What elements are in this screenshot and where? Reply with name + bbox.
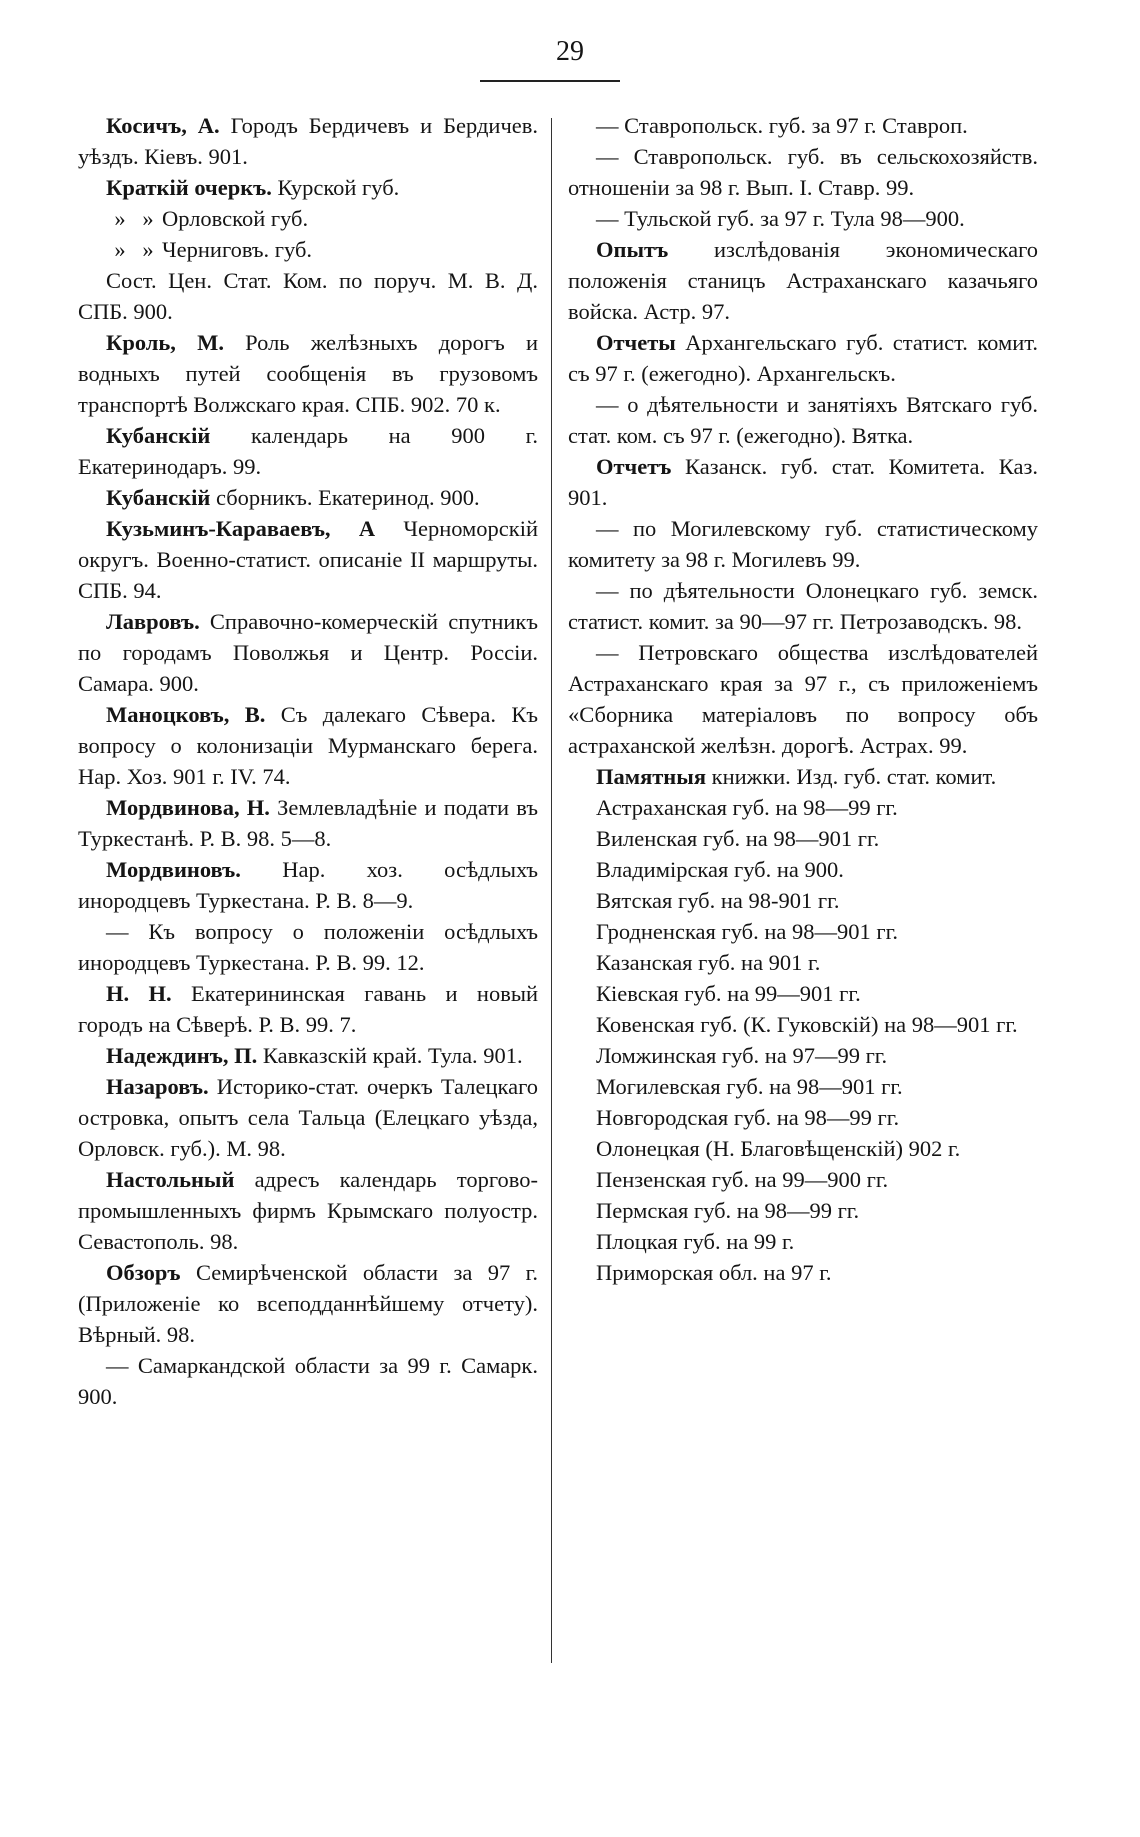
- bibliography-entry: [78, 265, 538, 327]
- bibliography-entry: [568, 1071, 1038, 1102]
- bibliography-entry: [568, 854, 1038, 885]
- column-divider: [551, 118, 552, 1663]
- entry-text: Астраханская губ. на 98—99 гг.: [596, 795, 898, 820]
- entry-text: Пензенская губ. на 99—900 гг.: [596, 1167, 889, 1192]
- entry-text: Съ далекаго Сѣвера. Къ вопросу о колонизаціи Мурманскаго берега. Нар. Хоз. 901 г. IV. 74.: [78, 702, 538, 789]
- entry-text: Курской губ.: [271, 175, 400, 200]
- entry-text: Роль желѣзныхъ дорогъ и водныхъ путей сообщенія въ грузовомъ транспортѣ Волжскаго края. СПБ. 902. 70 к.: [78, 330, 538, 417]
- entry-text: сборникъ. Екатеринод. 900.: [210, 485, 480, 510]
- bibliography-entry: [78, 1071, 538, 1164]
- bibliography-entry: [78, 978, 538, 1040]
- bibliography-entry: [78, 916, 538, 978]
- bibliography-entry: [568, 141, 1038, 203]
- bibliography-entry: [568, 761, 1038, 792]
- left-column: [78, 110, 538, 1412]
- entry-heading: Кроль, М.: [106, 330, 224, 355]
- right-column: [568, 110, 1038, 1288]
- entry-text: Казанская губ. на 901 г.: [596, 950, 821, 975]
- entry-heading: Отчетъ: [596, 454, 672, 479]
- bibliography-entry: [568, 1164, 1038, 1195]
- entry-heading: Надеждинъ, П.: [106, 1043, 258, 1068]
- bibliography-subentry: [78, 203, 538, 234]
- entry-heading: Мордвиновъ.: [106, 857, 241, 882]
- entry-text: Справочно-комерческій спутникъ по городамъ Поволжья и Центр. Россіи. Самара. 900.: [78, 609, 538, 696]
- bibliography-entry: [78, 792, 538, 854]
- bibliography-entry: [78, 1040, 538, 1071]
- page-number-rule: [480, 80, 620, 82]
- bibliography-entry: [568, 327, 1038, 389]
- entry-text: Виленская губ. на 98—901 гг.: [596, 826, 880, 851]
- entry-text: — Петровскаго общества изслѣдователей Астраханскаго края за 97 г., съ приложеніемъ «Сборника матеріаловъ по вопросу объ астраханской желѣзн. дорогѣ. Астрах. 99.: [568, 640, 1038, 758]
- entry-text: Орловской губ.: [162, 206, 309, 231]
- bibliography-entry: [568, 823, 1038, 854]
- bibliography-entry: [568, 1226, 1038, 1257]
- entry-text: — Ставропольск. губ. за 97 г. Ставроп.: [596, 113, 968, 138]
- bibliography-entry: [568, 947, 1038, 978]
- entry-text: Гродненская губ. на 98—901 гг.: [596, 919, 898, 944]
- bibliography-entry: [78, 1350, 538, 1412]
- entry-text: Владимірская губ. на 900.: [596, 857, 844, 882]
- entry-text: Екатерининская гавань и новый городъ на Сѣверѣ. Р. В. 99. 7.: [78, 981, 538, 1037]
- entry-text: — по Могилевскому губ. статистическому комитету за 98 г. Могилевъ 99.: [568, 516, 1038, 572]
- entry-heading: Опытъ: [596, 237, 669, 262]
- ditto-mark: »: [114, 237, 126, 262]
- entry-heading: Краткій очеркъ.: [106, 175, 272, 200]
- entry-text: Кіевская губ. на 99—901 гг.: [596, 981, 861, 1006]
- bibliography-entry: [568, 203, 1038, 234]
- entry-heading: Кубанскій: [106, 485, 211, 510]
- bibliography-entry: [78, 1257, 538, 1350]
- bibliography-entry: [78, 172, 538, 203]
- ditto-mark: »: [114, 206, 126, 231]
- bibliography-entry: [568, 637, 1038, 761]
- entry-text: Вятская губ. на 98-901 гг.: [596, 888, 840, 913]
- entry-text: Землевладѣніе и подати въ Туркестанѣ. Р. В. 98. 5—8.: [78, 795, 538, 851]
- bibliography-entry: [568, 1102, 1038, 1133]
- entry-text: Сост. Цен. Стат. Ком. по поруч. М. В. Д. СПБ. 900.: [78, 268, 538, 324]
- bibliography-entry: [568, 1195, 1038, 1226]
- bibliography-entry: [568, 1009, 1038, 1040]
- entry-text: Ломжинская губ. на 97—99 гг.: [596, 1043, 888, 1068]
- entry-text: Новгородская губ. на 98—99 гг.: [596, 1105, 900, 1130]
- entry-text: Плоцкая губ. на 99 г.: [596, 1229, 795, 1254]
- entry-text: — Къ вопросу о положеніи осѣдлыхъ инородцевъ Туркестана. Р. В. 99. 12.: [78, 919, 538, 975]
- bibliography-entry: [78, 513, 538, 606]
- entry-text: Историко-стат. очеркъ Талецкаго островка, опытъ села Тальца (Елецкаго уѣзда, Орловск. губ.). М. 98.: [78, 1074, 538, 1161]
- page-number: 29: [556, 36, 584, 67]
- entry-text: Архангельскаго губ. статист. комит. съ 97 г. (ежегодно). Архангельскъ.: [568, 330, 1038, 386]
- entry-heading: Маноцковъ, В.: [106, 702, 266, 727]
- entry-text: — по дѣятельности Олонецкаго губ. земск. статист. комит. за 90—97 гг. Петрозаводскъ. 98.: [568, 578, 1038, 634]
- entry-heading: Настольный: [106, 1167, 235, 1192]
- bibliography-entry: [78, 1164, 538, 1257]
- entry-text: Могилевская губ. на 98—901 гг.: [596, 1074, 903, 1099]
- entry-text: — о дѣятельности и занятіяхъ Вятскаго губ. стат. ком. съ 97 г. (ежегодно). Вятка.: [568, 392, 1038, 448]
- entry-text: Олонецкая (Н. Благовѣщенскій) 902 г.: [596, 1136, 961, 1161]
- bibliography-entry: [568, 575, 1038, 637]
- bibliography-entry: [78, 699, 538, 792]
- bibliography-entry: [78, 110, 538, 172]
- entry-text: изслѣдованія экономическаго положенія станицъ Астраханскаго казачьяго войска. Астр. 97.: [568, 237, 1038, 324]
- bibliography-entry: [568, 110, 1038, 141]
- bibliography-entry: [78, 327, 538, 420]
- entry-text: Пермская губ. на 98—99 гг.: [596, 1198, 860, 1223]
- bibliography-entry: [568, 451, 1038, 513]
- entry-text: Черниговъ. губ.: [162, 237, 313, 262]
- bibliography-entry: [568, 513, 1038, 575]
- entry-heading: Памятныя: [596, 764, 707, 789]
- entry-text: Ковенская губ. (К. Гуковскій) на 98—901 гг.: [596, 1012, 1018, 1037]
- bibliography-entry: [568, 389, 1038, 451]
- entry-text: Городъ Бердичевъ и Бердичев. уѣздъ. Кіевъ. 901.: [78, 113, 539, 169]
- bibliography-entry: [568, 1257, 1038, 1288]
- entry-heading: Назаровъ.: [106, 1074, 209, 1099]
- bibliography-entry: [568, 1040, 1038, 1071]
- bibliography-entry: [78, 854, 538, 916]
- entry-heading: Обзоръ: [106, 1260, 181, 1285]
- entry-heading: Кубанскій: [106, 423, 211, 448]
- bibliography-entry: [78, 482, 538, 513]
- entry-text: Кавказскій край. Тула. 901.: [257, 1043, 523, 1068]
- entry-text: — Ставропольск. губ. въ сельскохозяйств. отношеніи за 98 г. Вып. I. Ставр. 99.: [568, 144, 1038, 200]
- bibliography-entry: [568, 792, 1038, 823]
- entry-text: Черноморскій округъ. Военно-статист. описаніе II маршруты. СПБ. 94.: [78, 516, 539, 603]
- entry-heading: Косичъ, А.: [106, 113, 220, 138]
- entry-text: Приморская обл. на 97 г.: [596, 1260, 832, 1285]
- bibliography-entry: [78, 420, 538, 482]
- entry-text: книжки. Изд. губ. стат. комит.: [706, 764, 997, 789]
- bibliography-subentry: [78, 234, 538, 265]
- bibliography-entry: [78, 606, 538, 699]
- entry-heading: Мордвинова, Н.: [106, 795, 270, 820]
- entry-text: календарь на 900 г. Екатеринодаръ. 99.: [78, 423, 538, 479]
- ditto-mark: »: [142, 206, 154, 231]
- entry-heading: Лавровъ.: [106, 609, 200, 634]
- entry-text: Казанск. губ. стат. Комитета. Каз. 901.: [568, 454, 1038, 510]
- bibliography-entry: [568, 1133, 1038, 1164]
- entry-text: адресъ календарь торгово-промышленныхъ фирмъ Крымскаго полуостр. Севастополь. 98.: [78, 1167, 538, 1254]
- entry-text: Нар. хоз. осѣдлыхъ инородцевъ Туркестана. Р. В. 8—9.: [78, 857, 538, 913]
- entry-heading: Отчеты: [596, 330, 676, 355]
- ditto-mark: »: [142, 237, 154, 262]
- entry-heading: Кузьминъ-Караваевъ, А: [106, 516, 376, 541]
- entry-text: — Тульской губ. за 97 г. Тула 98—900.: [596, 206, 965, 231]
- bibliography-entry: [568, 234, 1038, 327]
- entry-text: — Самаркандской области за 99 г. Самарк. 900.: [78, 1353, 538, 1409]
- entry-text: Семирѣченской области за 97 г. (Приложеніе ко всеподданнѣйшему отчету). Вѣрный. 98.: [78, 1260, 538, 1347]
- entry-heading: Н. Н.: [106, 981, 172, 1006]
- bibliography-entry: [568, 978, 1038, 1009]
- bibliography-entry: [568, 885, 1038, 916]
- bibliography-entry: [568, 916, 1038, 947]
